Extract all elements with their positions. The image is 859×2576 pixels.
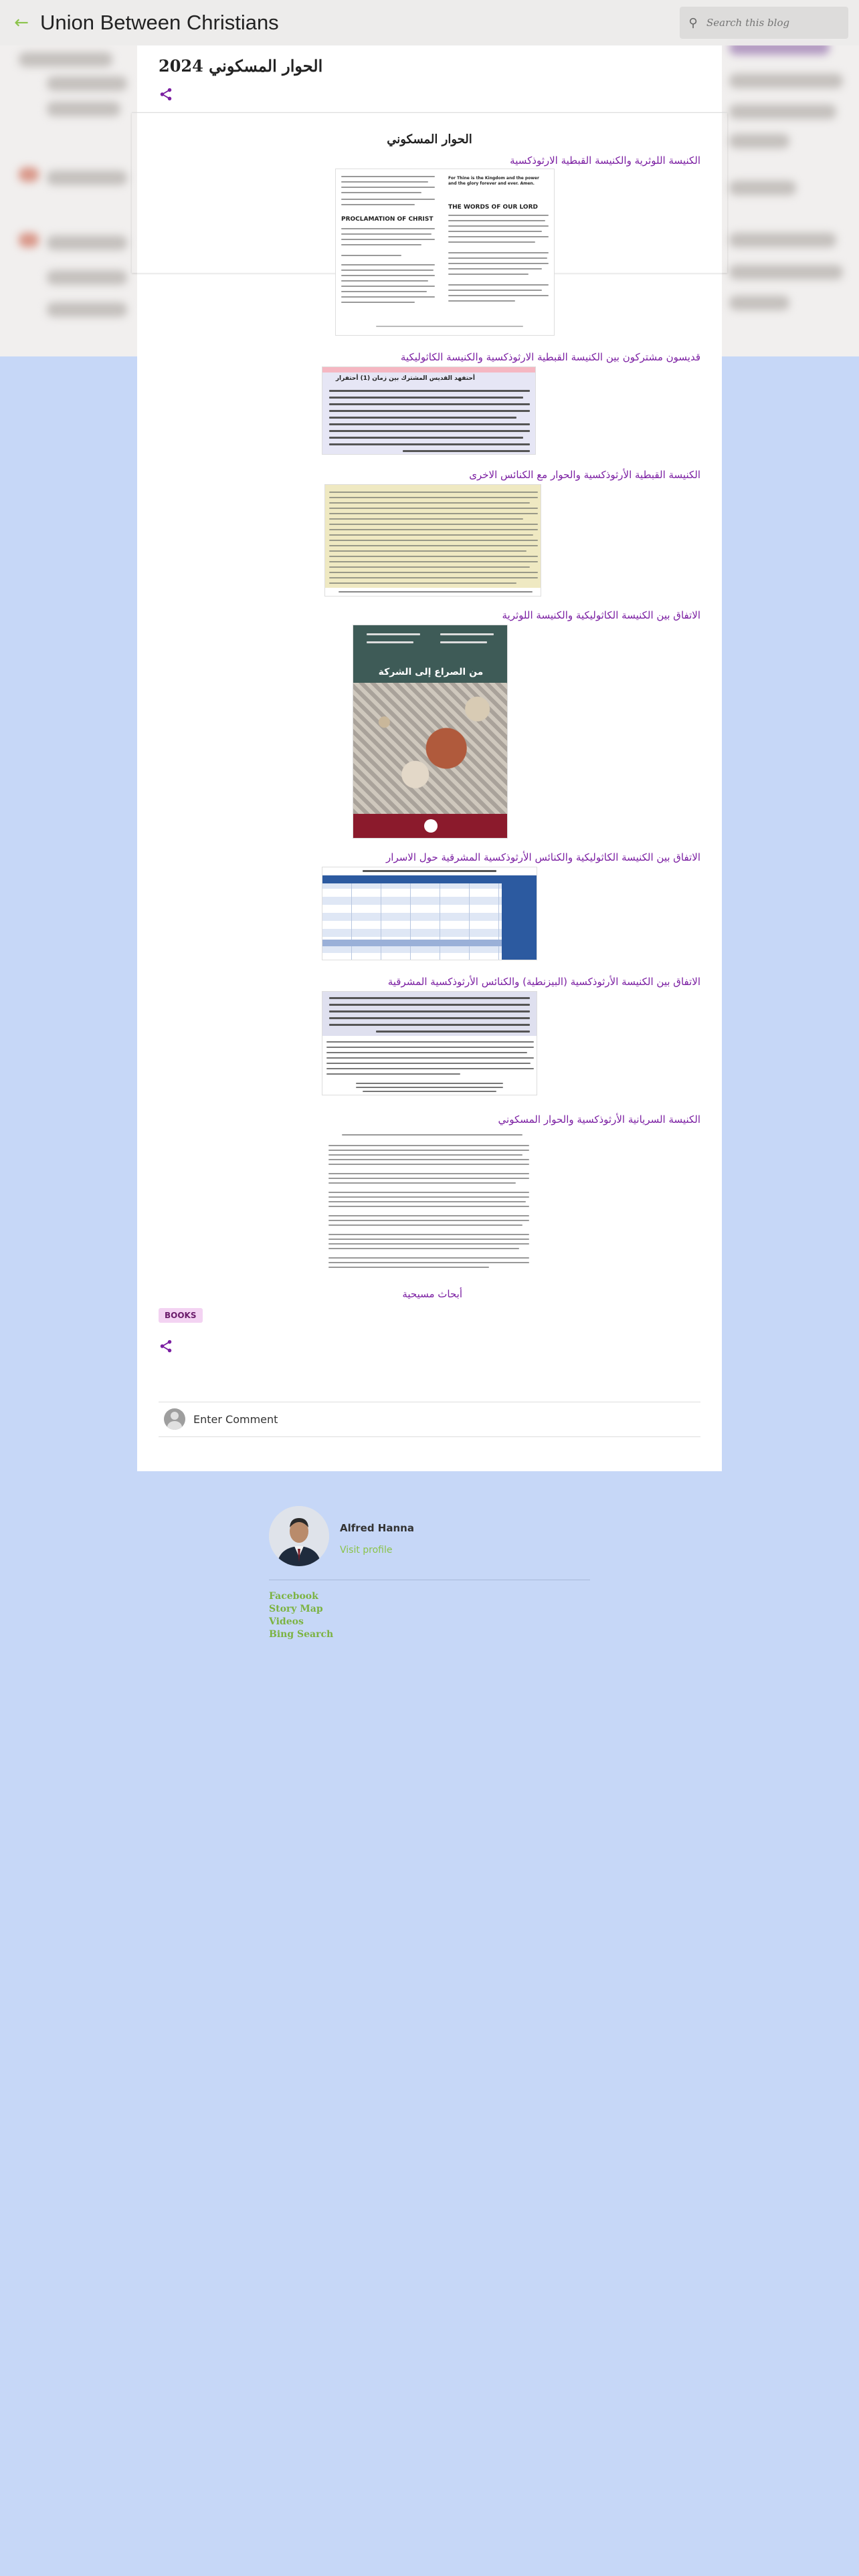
thumb1-left-heading: PROCLAMATION OF CHRIST bbox=[341, 216, 434, 223]
document-heading: الحوار المسكوني bbox=[387, 132, 472, 146]
thumb1-right-heading: THE WORDS OF OUR LORD bbox=[448, 204, 538, 211]
label-badge[interactable]: BOOKS bbox=[159, 1308, 203, 1323]
thumbnail-coptic-dialogue[interactable] bbox=[324, 484, 541, 597]
post-link-1[interactable]: الكنيسة اللوثرية والكنيسة القبطية الارثوذكسية bbox=[510, 154, 700, 167]
back-arrow-icon[interactable]: ← bbox=[14, 13, 29, 33]
search-icon[interactable]: ⚲ bbox=[688, 15, 698, 30]
app-bar bbox=[0, 0, 859, 45]
thumb1-right-title: For Thine is the Kingdom and the power and the glory forever and ever. Amen. bbox=[448, 176, 539, 186]
thumbnail-syriac-dialogue[interactable] bbox=[322, 1129, 537, 1275]
post-link-7[interactable]: الكنيسة السريانية الأرثوذكسية والحوار المسكوني bbox=[498, 1113, 700, 1125]
comment-box[interactable] bbox=[164, 1408, 278, 1430]
post-link-5[interactable]: الاتفاق بين الكنيسة الكاثوليكية والكنائس الأرثوذكسية المشرقية حول الاسرار bbox=[386, 851, 700, 863]
more-link[interactable]: أبحاث مسيحية bbox=[402, 1288, 462, 1300]
thumbnail-bible-text[interactable] bbox=[335, 169, 555, 336]
post-title: الحوار المسكوني 2024 bbox=[159, 56, 323, 76]
thumb2-heading: أحتفهد القديس المشترك بين زمان (1) أحتفرار bbox=[335, 375, 475, 382]
author-avatar[interactable] bbox=[269, 1506, 329, 1566]
post-link-3[interactable]: الكنيسة القبطية الأرثوذكسية والحوار مع الكنائس الاخرى bbox=[469, 469, 700, 481]
thumbnail-book-cover[interactable] bbox=[353, 625, 508, 839]
share-icon[interactable] bbox=[159, 87, 173, 106]
post-link-4[interactable]: الاتفاق بين الكنيسة الكاثوليكية والكنيسة اللوثرية bbox=[502, 609, 700, 621]
divider bbox=[159, 1436, 700, 1437]
blog-title[interactable]: Union Between Christians bbox=[40, 11, 279, 34]
post-link-2[interactable]: قديسون مشتركون بين الكنيسة القبطية الارثوذكسية والكنيسة الكاثوليكية bbox=[400, 351, 700, 363]
search-input[interactable] bbox=[706, 17, 840, 29]
footer-link-facebook[interactable]: Facebook bbox=[269, 1591, 318, 1602]
thumbnail-orthodox-agreement[interactable] bbox=[322, 991, 537, 1095]
footer-link-videos[interactable]: Videos bbox=[269, 1616, 304, 1627]
search-box[interactable] bbox=[680, 7, 848, 39]
footer-link-bing-search[interactable]: Bing Search bbox=[269, 1629, 334, 1640]
thumbnail-saints[interactable] bbox=[322, 366, 536, 455]
user-avatar-icon bbox=[164, 1408, 185, 1430]
share-icon-bottom[interactable] bbox=[159, 1339, 173, 1358]
footer-link-story-map[interactable]: Story Map bbox=[269, 1604, 323, 1614]
post-link-6[interactable]: الاتفاق بين الكنيسة الأرثوذكسية (البيزنطية) والكنائس الأرثوذكسية المشرقية bbox=[387, 976, 700, 988]
footer-links bbox=[269, 1590, 333, 1641]
comment-input[interactable]: Enter Comment bbox=[193, 1412, 278, 1426]
post-card bbox=[137, 45, 722, 1471]
thumbnail-sacraments-table[interactable] bbox=[322, 867, 537, 960]
thumb4-title: من الصراع إلى الشركة bbox=[378, 667, 484, 677]
author-name[interactable]: Alfred Hanna bbox=[340, 1522, 414, 1534]
visit-profile-link[interactable]: Visit profile bbox=[340, 1545, 393, 1555]
